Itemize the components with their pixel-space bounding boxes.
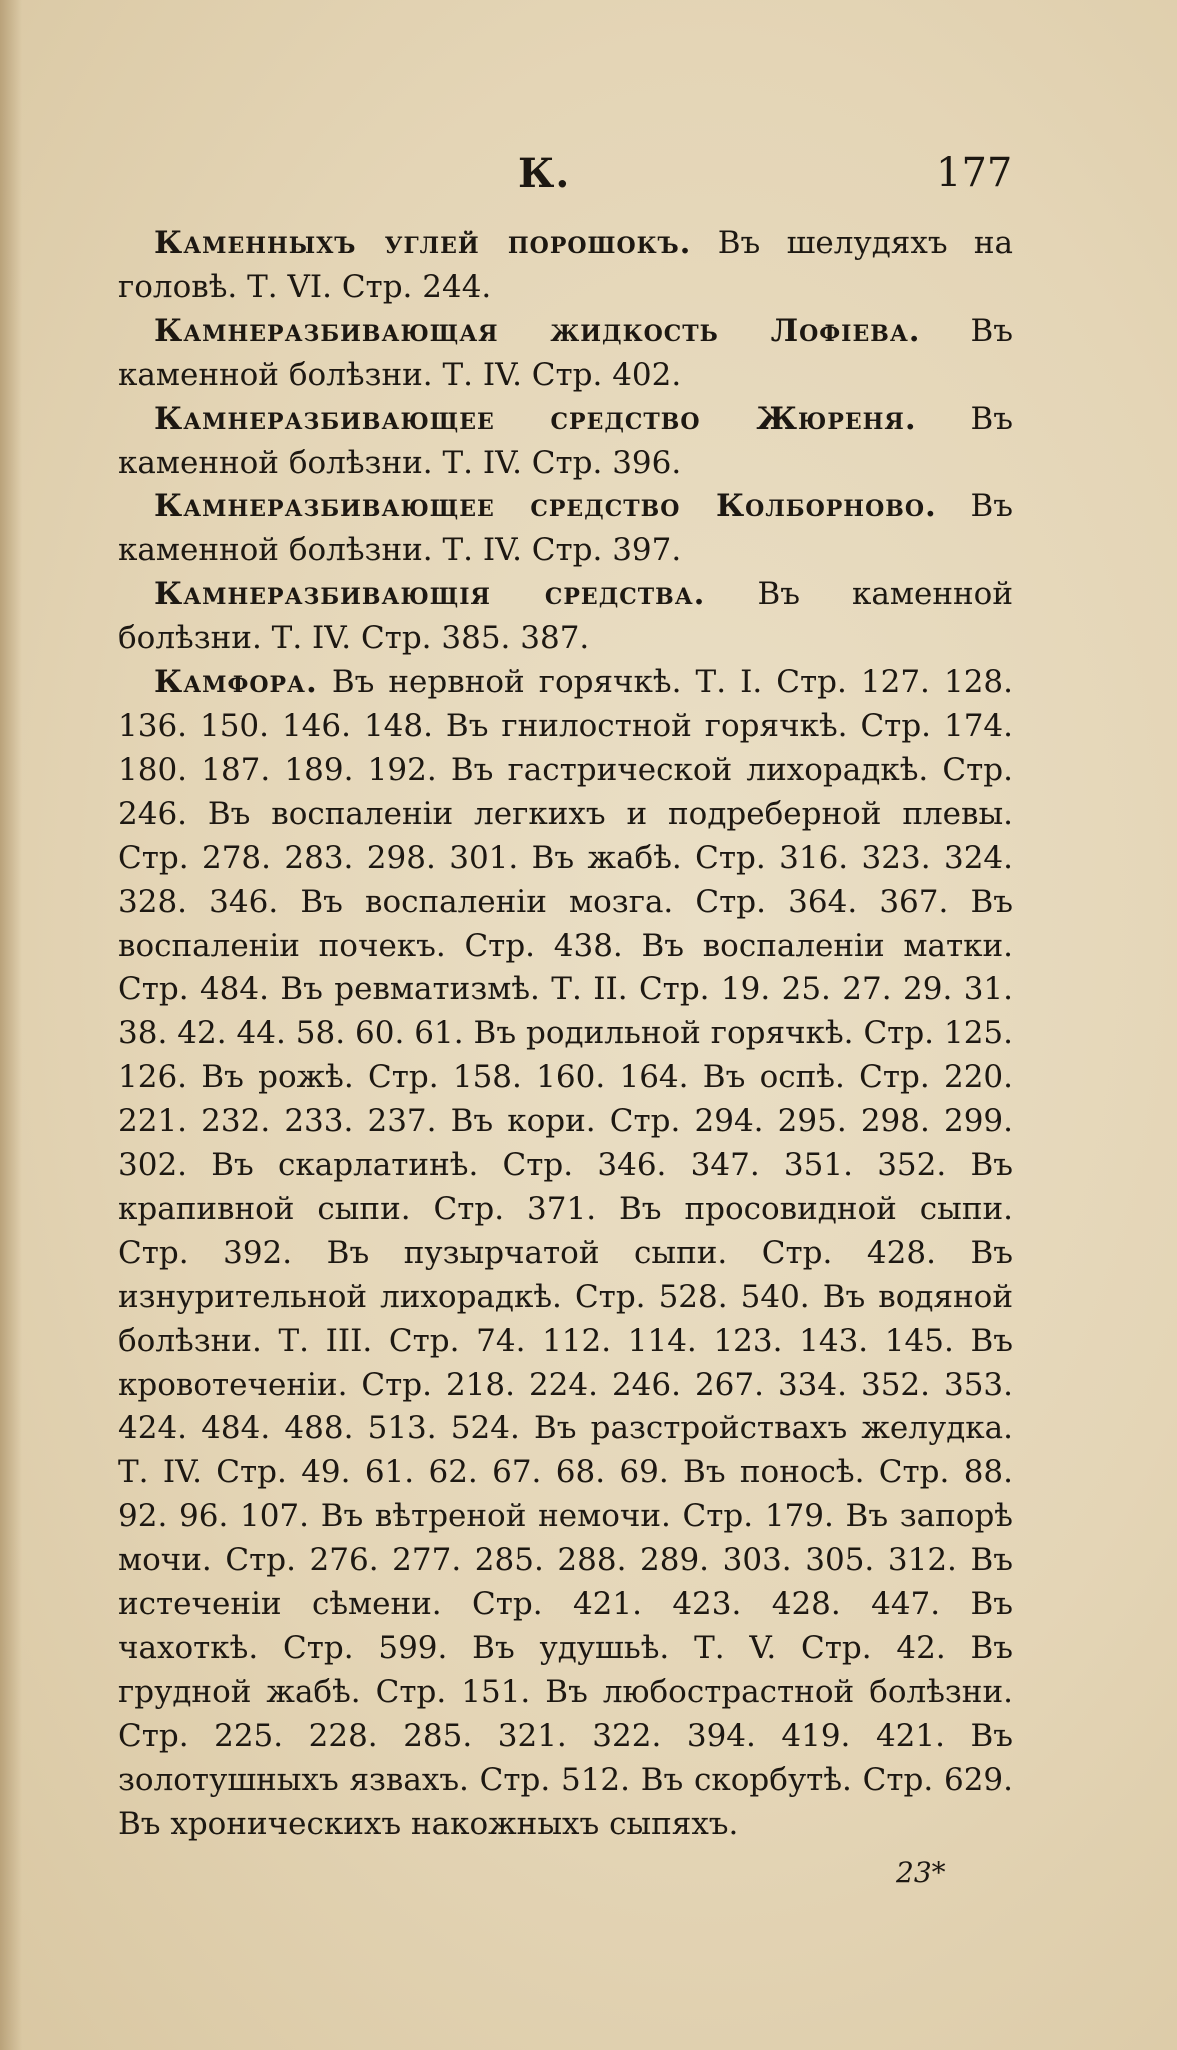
header-letter: К. [518, 150, 571, 197]
entry-text: Въ каменной болѣзни. Т. IV. Стр. 397. [118, 488, 1013, 569]
entry-heading: Камнеразбивающее средство Жюреня. [154, 400, 917, 437]
index-entry [118, 222, 1013, 310]
page-number: 177 [936, 150, 1013, 196]
entry-text: Въ каменной болѣзни. Т. IV. Стр. 396. [118, 400, 1013, 481]
index-entry [118, 485, 1013, 573]
index-entry [118, 661, 1013, 1846]
entry-text: Въ каменной болѣзни. Т. IV. Стр. 402. [118, 312, 1013, 393]
entry-text: Въ нервной горячкѣ. Т. I. Стр. 127. 128. 136. 150. 146. 148. Въ гнилостной горячкѣ. Стр. 174. 180. 187. 189. 192. Въ гастрической лихорадкѣ. Стр. 246. Въ воспаленiи легкихъ и подреберной плевы. Стр. 278. 283. 298. 301. Въ жабѣ. Стр. 316. 323. 324. 328. 346. Въ воспаленiи мозга. Стр. 364. 367. Въ воспаленiи почекъ. Стр. 438. Въ воспаленiи матки. Стр. 484. Въ ревматизмѣ. Т. II. Стр. 19. 25. 27. 29. 31. 38. 42. 44. 58. 60. 61. Въ родильной горячкѣ. Стр. 125. 126. Въ рожѣ. Стр. 158. 160. 164. Въ оспѣ. Стр. 220. 221. 232. 233. 237. Въ кори. Стр. 294. 295. 298. 299. 302. Въ скарлатинѣ. Стр. 346. 347. 351. 352. Въ крапивной сыпи. Стр. 371. Въ просовидной сыпи. Стр. 392. Въ пузырчатой сыпи. Стр. 428. Въ изнурительной лихорадкѣ. Стр. 528. 540. Въ водяной болѣзни. Т. III. Стр. 74. 112. 114. 123. 143. 145. Въ кровотеченiи. Стр. 218. 224. 246. 267. 334. 352. 353. 424. 484. 488. 513. 524. Въ разстройствахъ желудка. Т. IV. Стр. 49. 61. 62. 67. 68. 69. Въ поносѣ. Стр. 88. 92. 96. 107. Въ вѣтреной немочи. Стр. 179. Въ запорѣ мочи. Стр. 276. 277. 285. 288. 289. 303. 305. 312. Въ истеченiи сѣмени. Стр. 421. 423. 428. 447. Въ чахоткѣ. Стр. 599. Въ удушьѣ. Т. V. Стр. 42. Въ грудной жабѣ. Стр. 151. Въ любострастной болѣзни. Стр. 225. 228. 285. 321. 322. 394. 419. 421. Въ золотушныхъ язвахъ. Стр. 512. Въ скорбутѣ. Стр. 629. Въ хроническихъ накожныхъ сыпяхъ. [118, 664, 1013, 1842]
entry-text: Въ каменной болѣзни. Т. IV. Стр. 385. 387. [118, 576, 1014, 657]
index-entry [118, 310, 1013, 398]
index-entry [118, 573, 1013, 661]
entry-text: Въ шелудяхъ на головѣ. Т. VI. Стр. 244. [118, 225, 1013, 305]
running-header [0, 150, 1177, 210]
entry-heading: Каменныхъ углей порошокъ. [154, 225, 692, 261]
signature-mark: 23* [896, 1856, 946, 1889]
entry-heading: Камнеразбивающая жидкость Лофiева. [154, 312, 921, 349]
entry-heading: Камнеразбивающее средство Колборново. [154, 488, 937, 525]
index-entry [118, 398, 1013, 486]
binding-shadow [0, 0, 22, 2050]
index-entries [118, 222, 1013, 1847]
entry-heading: Камфора. [154, 664, 318, 701]
entry-heading: Камнеразбивающiя средства. [154, 576, 706, 613]
